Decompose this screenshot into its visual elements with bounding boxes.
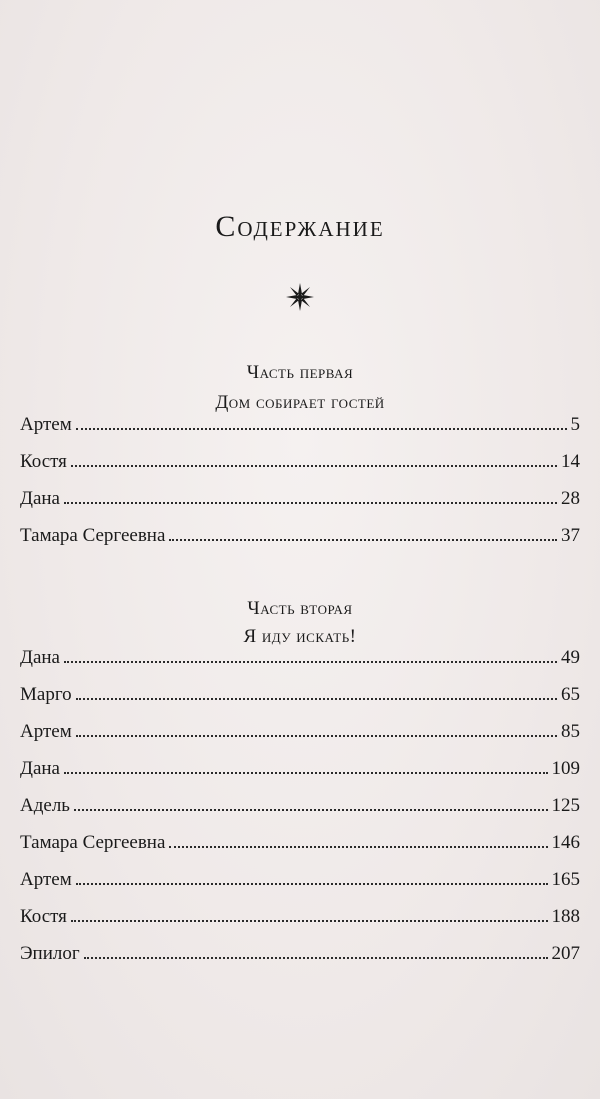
chapter-title: Тамара Сергеевна — [20, 832, 166, 853]
page-number: 28 — [561, 488, 580, 509]
toc-entry — [20, 488, 580, 525]
dot-leader — [71, 920, 548, 922]
toc-entry — [20, 795, 580, 832]
chapter-title: Костя — [20, 906, 67, 927]
page-number: 109 — [551, 758, 580, 779]
part-two-label: Часть вторая — [247, 598, 353, 619]
toc-entry — [20, 869, 580, 906]
toc-entry — [20, 906, 580, 943]
page-number: 207 — [551, 943, 580, 964]
chapter-title: Дана — [20, 647, 60, 668]
dot-leader — [169, 846, 547, 848]
dot-leader — [76, 735, 557, 737]
asterisk-star-icon — [285, 282, 315, 312]
dot-leader — [64, 772, 548, 774]
page-number: 188 — [551, 906, 580, 927]
part-one-subtitle: Дом собирает гостей — [215, 392, 385, 413]
dot-leader — [64, 661, 557, 663]
part-one-label: Часть первая — [246, 362, 354, 383]
page-number: 14 — [561, 451, 580, 472]
page-number: 165 — [551, 869, 580, 890]
page-number: 146 — [551, 832, 580, 853]
toc-entry — [20, 943, 580, 980]
toc-entry — [20, 832, 580, 869]
dot-leader — [71, 465, 557, 467]
part-one-chapter-list — [20, 414, 580, 562]
toc-entry — [20, 647, 580, 684]
chapter-title: Адель — [20, 795, 70, 816]
chapter-title: Костя — [20, 451, 67, 472]
dot-leader — [64, 502, 557, 504]
chapter-title: Артем — [20, 414, 72, 435]
part-two-subtitle: Я иду искать! — [243, 626, 357, 647]
chapter-title: Дана — [20, 488, 60, 509]
chapter-title: Артем — [20, 721, 72, 742]
toc-entry — [20, 414, 580, 451]
chapter-title: Эпилог — [20, 943, 80, 964]
chapter-title: Артем — [20, 869, 72, 890]
page-number: 85 — [561, 721, 580, 742]
toc-entry — [20, 684, 580, 721]
dot-leader — [76, 883, 548, 885]
part-two-chapter-list — [20, 647, 580, 980]
page-number: 65 — [561, 684, 580, 705]
dot-leader — [76, 698, 557, 700]
page-title: Содержание — [215, 210, 385, 243]
page-number: 5 — [570, 414, 580, 435]
chapter-title: Дана — [20, 758, 60, 779]
dot-leader — [169, 539, 557, 541]
toc-entry — [20, 758, 580, 795]
page-number: 49 — [561, 647, 580, 668]
dot-leader — [74, 809, 548, 811]
dot-leader — [84, 957, 548, 959]
page-number: 37 — [561, 525, 580, 546]
toc-entry — [20, 525, 580, 562]
chapter-title: Тамара Сергеевна — [20, 525, 166, 546]
toc-entry — [20, 451, 580, 488]
toc-entry — [20, 721, 580, 758]
chapter-title: Марго — [20, 684, 72, 705]
page-number: 125 — [551, 795, 580, 816]
dot-leader — [76, 428, 567, 430]
